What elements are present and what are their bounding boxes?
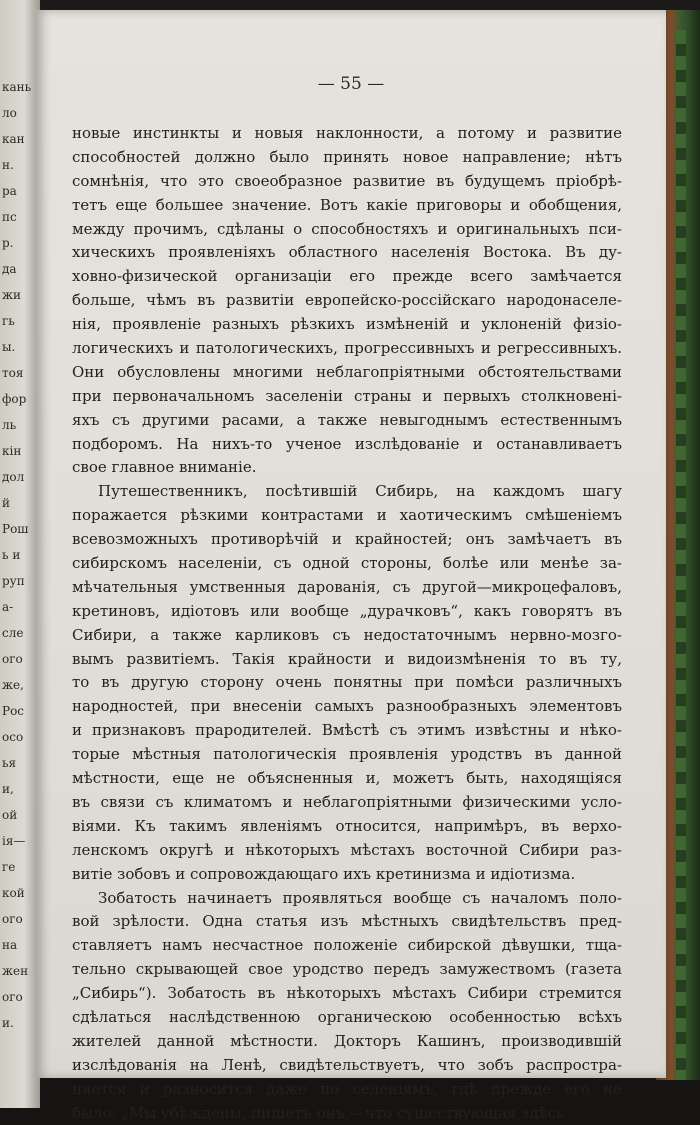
left-page-fragment: ь и: [2, 548, 38, 562]
left-page-fragment: кан: [2, 132, 38, 146]
text-line: тетъ еще большее значение. Вотъ какіе приговоры и обобщения,: [72, 194, 622, 218]
left-page-fragment: р.: [2, 236, 38, 250]
left-page-fragment: гь: [2, 314, 38, 328]
left-page-fragment: жи: [2, 288, 38, 302]
left-page-fragment: ге: [2, 860, 38, 874]
left-page-fragment: ого: [2, 990, 38, 1004]
text-line: нія, проявленіе разныхъ рѣзкихъ измѣненій и уклоненій физіо-: [72, 313, 622, 337]
text-line: няется и разносится даже по селеніямъ, гдѣ прежде его не: [72, 1078, 622, 1102]
binding-ornament: [676, 30, 686, 1080]
left-page-fragment: а-: [2, 600, 38, 614]
left-page-fragment: на: [2, 938, 38, 952]
text-line: Сибири, а также карликовъ съ недостаточнымъ нервно-мозго-: [72, 624, 622, 648]
text-line: сомнѣнія, что это своеобразное развитие въ будущемъ пріобрѣ-: [72, 170, 622, 194]
text-line: народностей, при внесеніи самыхъ разнообразныхъ элементовъ: [72, 695, 622, 719]
text-line: жителей данной мѣстности. Докторъ Кашинъ, производившій: [72, 1030, 622, 1054]
text-line: свое главное вниманіе.: [72, 456, 622, 480]
text-line: ленскомъ округѣ и нѣкоторыхъ мѣстахъ восточной Сибири раз-: [72, 839, 622, 863]
left-page-fragment: ья: [2, 756, 38, 770]
left-page-fragment: да: [2, 262, 38, 276]
left-page-fragment: ль: [2, 418, 38, 432]
text-line: изслѣдованія на Ленѣ, свидѣтельствуетъ, что зобъ распростра-: [72, 1054, 622, 1078]
text-line: то въ другую сторону очень понятны при помѣси различныхъ: [72, 671, 622, 695]
left-page-fragment: ой: [2, 808, 38, 822]
left-page-fragment: ого: [2, 912, 38, 926]
text-line: всевозможныхъ противорѣчій и крайностей; онъ замѣчаетъ въ: [72, 528, 622, 552]
paragraph: [72, 480, 622, 886]
left-page-fragment: ло: [2, 106, 38, 120]
text-line: тельно скрывающей свое уродство передъ замужествомъ (газета: [72, 958, 622, 982]
left-page-fragment: ра: [2, 184, 38, 198]
text-line: віями. Къ такимъ явленіямъ относится, напримѣръ, въ верхо-: [72, 815, 622, 839]
paragraph: [72, 122, 622, 480]
text-line: ставляетъ намъ несчастное положеніе сибирской дѣвушки, тща-: [72, 934, 622, 958]
book-page: [36, 10, 666, 1078]
text-line: витіе зобовъ и сопровождающаго ихъ кретинизма и идіотизма.: [72, 863, 622, 887]
text-line: и признаковъ прародителей. Вмѣстѣ съ этимъ извѣстны и нѣко-: [72, 719, 622, 743]
text-line: Они обусловлены многими неблагопріятными обстоятельствами: [72, 361, 622, 385]
left-page-fragment: осо: [2, 730, 38, 744]
text-line: было. „Мы убѣждены, пишетъ онъ,—что существующая здѣсь: [72, 1102, 622, 1125]
page-text: [72, 122, 622, 1125]
text-line: мѣчательныя умственныя дарованія, съ другой—микроцефаловъ,: [72, 576, 622, 600]
text-line: поражается рѣзкими контрастами и хаотическимъ смѣшеніемъ: [72, 504, 622, 528]
left-page-fragment: и.: [2, 1016, 38, 1030]
text-line: „Сибирь“). Зобатость въ нѣкоторыхъ мѣстахъ Сибири стремится: [72, 982, 622, 1006]
text-line: Зобатость начинаетъ проявляться вообще съ началомъ поло-: [72, 887, 622, 911]
left-page-fragment: фор: [2, 392, 38, 406]
text-line: торые мѣстныя патологическія проявленія уродствъ въ данной: [72, 743, 622, 767]
text-line: новые инстинкты и новыя наклонности, а потому и развитие: [72, 122, 622, 146]
left-page-fragment: жен: [2, 964, 38, 978]
text-line: сдѣлаться наслѣдственною органическою особенностью всѣхъ: [72, 1006, 622, 1030]
left-page-fragment: кань: [2, 80, 38, 94]
paragraph: [72, 887, 622, 1125]
text-line: при первоначальномъ заселеніи страны и первыхъ столкновені-: [72, 385, 622, 409]
text-line: между прочимъ, сдѣланы о способностяхъ и оригинальныхъ пси-: [72, 218, 622, 242]
left-page-fragment: ія—: [2, 834, 38, 848]
text-line: сибирскомъ населеніи, съ одной стороны, болѣе или менѣе за-: [72, 552, 622, 576]
text-line: подборомъ. На нихъ-то ученое изслѣдованіе и останавливаетъ: [72, 433, 622, 457]
left-page-fragment: кой: [2, 886, 38, 900]
text-line: хическихъ проявленіяхъ областного населенія Востока. Въ ду-: [72, 241, 622, 265]
left-page-fragment: Рош: [2, 522, 38, 536]
text-line: больше, чѣмъ въ развитіи европейско-россійскаго народонаселе-: [72, 289, 622, 313]
left-page-fragment: руп: [2, 574, 38, 588]
left-page-fragment: и,: [2, 782, 38, 796]
left-page-fragment: пс: [2, 210, 38, 224]
text-line: яхъ съ другими расами, а также невыгоднымъ естественнымъ: [72, 409, 622, 433]
left-page-fragment: н.: [2, 158, 38, 172]
text-line: кретиновъ, идіотовъ или вообще „дурачковъ“, какъ говорятъ въ: [72, 600, 622, 624]
left-page-fragment: ы.: [2, 340, 38, 354]
text-line: вой зрѣлости. Одна статья изъ мѣстныхъ свидѣтельствъ пред-: [72, 910, 622, 934]
left-page-fragment: тоя: [2, 366, 38, 380]
left-page-fragment: кін: [2, 444, 38, 458]
text-line: въ связи съ климатомъ и неблагопріятными физическими усло-: [72, 791, 622, 815]
left-page-fragment: же,: [2, 678, 38, 692]
text-line: Путешественникъ, посѣтившій Сибирь, на каждомъ шагу: [72, 480, 622, 504]
page-number: — 55 —: [36, 74, 666, 94]
text-line: ховно-физической организаціи его прежде всего замѣчается: [72, 265, 622, 289]
text-line: вымъ развитіемъ. Такія крайности и видоизмѣненія то въ ту,: [72, 648, 622, 672]
left-page-fragment: ого: [2, 652, 38, 666]
text-line: мѣстности, еще не объясненныя и, можетъ быть, находящіяся: [72, 767, 622, 791]
left-page-fragment: дол: [2, 470, 38, 484]
text-line: способностей должно было принять новое направление; нѣтъ: [72, 146, 622, 170]
left-page-edge: [0, 0, 40, 1108]
text-line: логическихъ и патологическихъ, прогрессивныхъ и регрессивныхъ.: [72, 337, 622, 361]
left-page-fragment: й: [2, 496, 38, 510]
left-page-fragment: сле: [2, 626, 38, 640]
left-page-fragment: Рос: [2, 704, 38, 718]
